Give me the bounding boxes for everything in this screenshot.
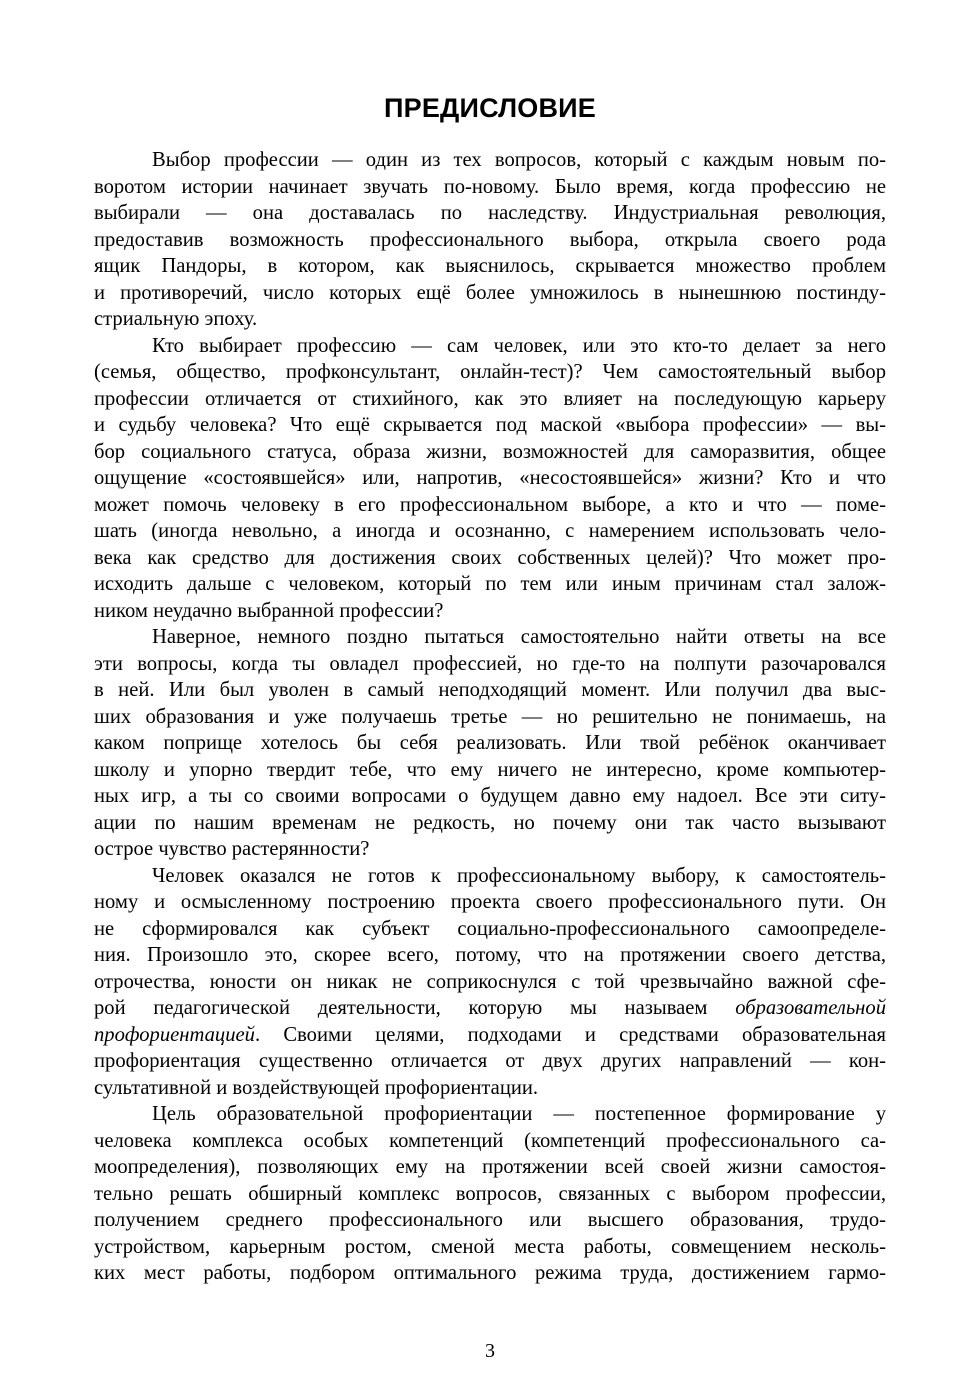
text-line: и противоречий, число которых ещё более умножилось в нынешнюю постинду- bbox=[94, 281, 886, 304]
text-line: сультативной и воздействующей профориентации. bbox=[94, 1076, 539, 1099]
text-line: ации по нашим временам не редкость, но почему они так часто вызывают bbox=[94, 811, 886, 834]
paragraph-4 bbox=[94, 863, 886, 1102]
text-line: профориентация существенно отличается от двух других направлений — кон- bbox=[94, 1050, 886, 1072]
paragraph-1 bbox=[94, 147, 886, 333]
text-line: ких мест работы, подбором оптимального режима труда, достижением гармо- bbox=[94, 1262, 886, 1284]
text-line: эти вопросы, когда ты овладел профессией, но где-то на полпути разочаровался bbox=[94, 652, 886, 675]
text-line: профессии отличается от стихийного, как это влияет на последующую карьеру bbox=[94, 387, 886, 410]
text-line: моопределения), позволяющих ему на протяжении всей своей жизни самостоя- bbox=[94, 1156, 886, 1178]
text-line: века как средство для достижения своих собственных целей)? Что может про- bbox=[94, 546, 886, 569]
text-fragment: . Своими целями, подходами и средствами образовательная bbox=[254, 1023, 886, 1046]
text-line: Выбор профессии — один из тех вопросов, который с каждым новым по- bbox=[152, 149, 886, 171]
text-line: предоставив возможность профессионального выбора, открыла своего рода bbox=[94, 228, 886, 251]
text-line: отрочества, юности он никак не соприкоснулся с той чрезвычайно важной сфе- bbox=[94, 970, 886, 993]
text-line: не сформировался как субъект социально-профессионального самоопределе- bbox=[94, 917, 886, 940]
text-fragment: рой педагогической деятельности, которую мы называем bbox=[94, 997, 736, 1019]
text-line: (семья, общество, профконсультант, онлайн-тест)? Чем самостоятельный выбор bbox=[94, 361, 886, 383]
text-line: ния. Произошло это, скорее всего, потому, что на протяжении своего детства, bbox=[94, 944, 886, 966]
text-line: ному и осмысленному построению проекта своего профессионального пути. Он bbox=[94, 891, 886, 913]
paragraph-5 bbox=[94, 1101, 886, 1287]
text-line: тельно решать обширный комплекс вопросов, связанных с выбором профессии, bbox=[94, 1182, 886, 1205]
text-line: и судьбу человека? Что ещё скрывается под маской «выбора профессии» — вы- bbox=[94, 414, 886, 436]
text-line: получением среднего профессионального или высшего образования, трудо- bbox=[94, 1209, 886, 1231]
italic-term: образовательной bbox=[735, 997, 886, 1019]
text-line: Человек оказался не готов к профессиональному выбору, к самостоятель- bbox=[152, 864, 886, 887]
text-line: ящик Пандоры, в котором, как выяснилось, скрывается множество проблем bbox=[94, 255, 886, 277]
text-line-with-italic bbox=[94, 995, 886, 1022]
text-line: ником неудачно выбранной профессии? bbox=[94, 599, 444, 622]
text-line: острое чувство растерянности? bbox=[94, 838, 370, 860]
text-line: каком поприще хотелось бы себя реализовать. Или твой ребёнок оканчивает bbox=[94, 732, 886, 754]
text-line: выбирали — она доставалась по наследству. Индустриальная революция, bbox=[94, 202, 886, 224]
text-line: школу и упорно твердит тебе, что ему ничего не интересно, кроме компьютер- bbox=[94, 758, 886, 781]
text-line: стриальную эпоху. bbox=[94, 308, 258, 330]
text-line: ных игр, а ты со своими вопросами о будущем давно ему надоел. Все эти ситу- bbox=[94, 785, 886, 807]
paragraph-2 bbox=[94, 333, 886, 625]
text-line: может помочь человеку в его профессиональном выборе, а кто и что — поме- bbox=[94, 493, 886, 516]
paragraph-3 bbox=[94, 624, 886, 863]
body-text bbox=[94, 147, 886, 1287]
text-line: устройством, карьерным ростом, сменой места работы, совмещением несколь- bbox=[94, 1235, 886, 1258]
text-line: Наверное, немного поздно пытаться самостоятельно найти ответы на все bbox=[152, 626, 886, 648]
page-number: 3 bbox=[485, 1340, 495, 1362]
text-line: в ней. Или был уволен в самый неподходящий момент. Или получил два выс- bbox=[94, 679, 886, 701]
text-line: человека комплекса особых компетенций (компетенций профессионального са- bbox=[94, 1129, 886, 1152]
text-line: воротом истории начинает звучать по-новому. Было время, когда профессию не bbox=[94, 175, 886, 198]
text-line: Цель образовательной профориентации — постепенное формирование у bbox=[152, 1103, 886, 1125]
text-line-with-italic bbox=[94, 1022, 886, 1049]
text-line: ощущение «состоявшейся» или, напротив, «несостоявшейся» жизни? Кто и что bbox=[94, 467, 886, 489]
page-title: ПРЕДИСЛОВИЕ bbox=[384, 93, 596, 123]
text-line: шать (иногда невольно, а иногда и осознанно, с намерением использовать чело- bbox=[94, 520, 886, 542]
text-line: Кто выбирает профессию — сам человек, или это кто-то делает за него bbox=[152, 334, 886, 357]
italic-term: профориентацией bbox=[94, 1023, 255, 1046]
text-line: исходить дальше с человеком, который по тем или иным причинам стал залож- bbox=[94, 573, 886, 595]
text-line: ших образования и уже получаешь третье — но решительно не понимаешь, на bbox=[94, 705, 886, 728]
text-line: бор социального статуса, образа жизни, возможностей для саморазвития, общее bbox=[94, 440, 886, 463]
